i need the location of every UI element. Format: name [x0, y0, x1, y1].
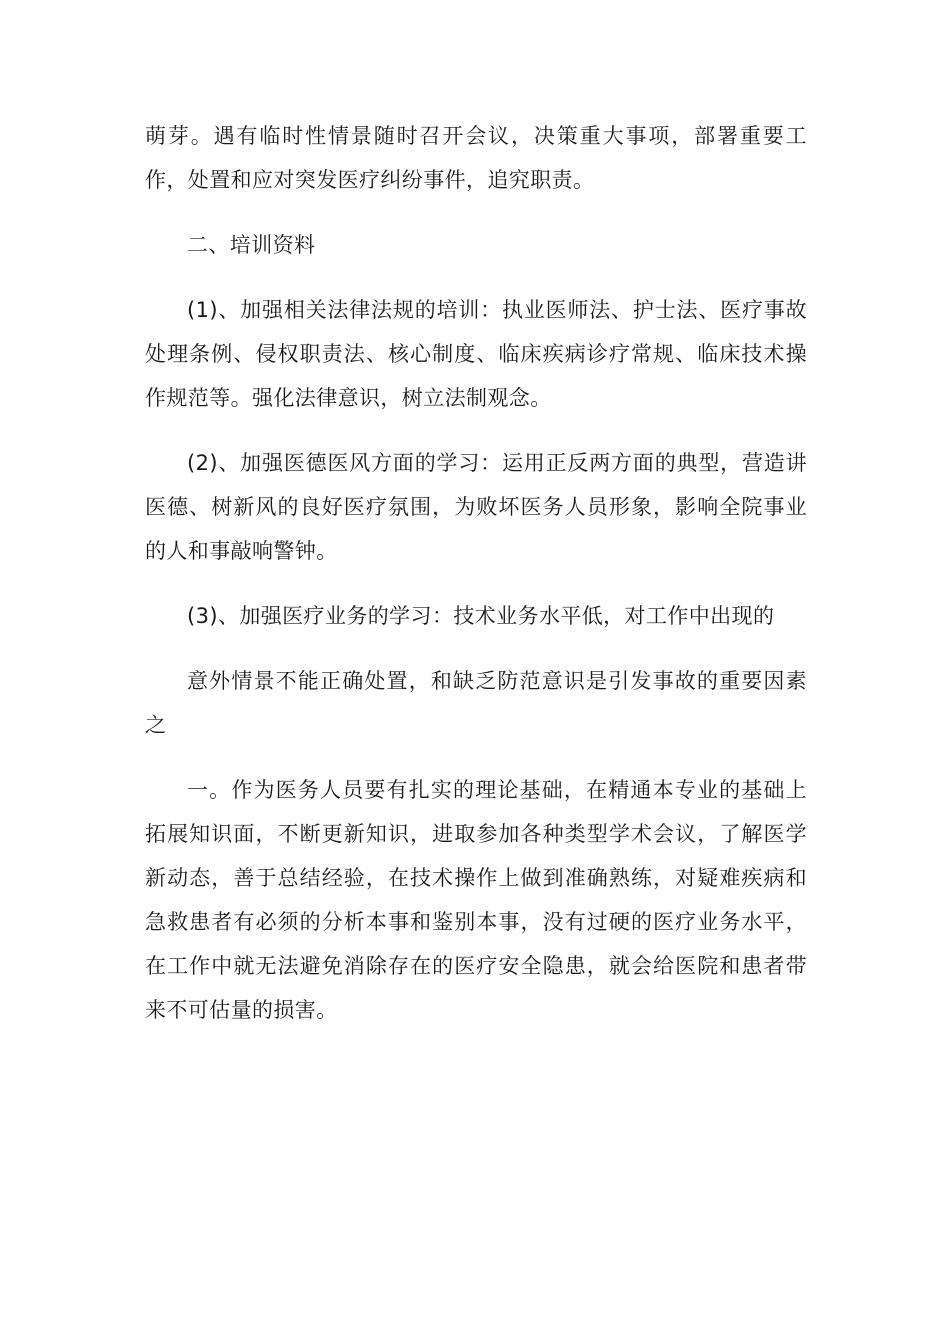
paragraph-law-training: (1)、加强相关法律法规的培训：执业医师法、护士法、医疗事故处理条例、侵权职责法、核心制度、临床疾病诊疗常规、临床技术操作规范等。强化法律意识，树立法制观念。 [145, 298, 807, 410]
paragraph-accident-factors: 意外情景不能正确处置，和缺乏防范意识是引发事故的重要因素之 [145, 669, 807, 737]
paragraph-ethics-study: (2)、加强医德医风方面的学习：运用正反两方面的典型，营造讲医德、树新风的良好医疗氛围，为败坏医务人员形象，影响全院事业的人和事敲响警钟。 [145, 451, 807, 563]
paragraph-medical-study: (3)、加强医疗业务的学习：技术业务水平低，对工作中出现的 [187, 604, 775, 628]
section-heading: 二、培训资料 [187, 233, 316, 257]
document-body [145, 114, 807, 1053]
paragraph-professional-foundation: 一。作为医务人员要有扎实的理论基础，在精通本专业的基础上拓展知识面，不断更新知识，进取参加各种类型学术会议，了解医学新动态，善于总结经验，在技术操作上做到准确熟练，对疑难疾病和急救患者有必须的分析本事和鉴别本事，没有过硬的医疗业务水平，在工作中就无法避免消除存在的医疗安全隐患，就会给医院和患者带来不可估量的损害。 [145, 778, 807, 1022]
paragraph-continuation: 萌芽。遇有临时性情景随时召开会议，决策重大事项，部署重要工作，处置和应对突发医疗纠纷事件，追究职责。 [145, 124, 807, 192]
